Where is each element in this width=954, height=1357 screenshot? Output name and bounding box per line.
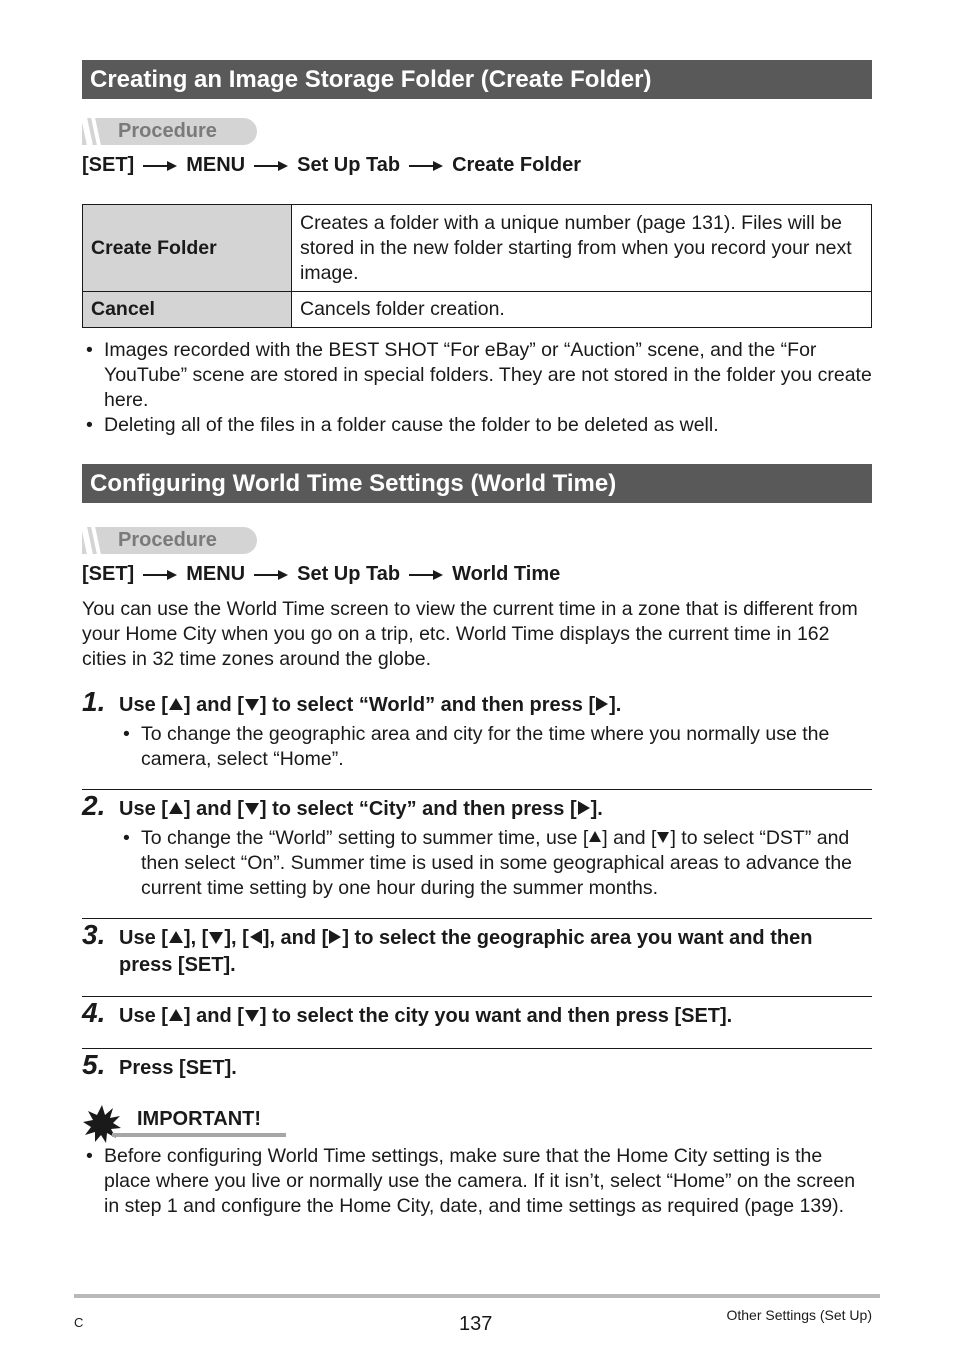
section-title-create-folder: Creating an Image Storage Folder (Create Folder) bbox=[82, 60, 872, 99]
table-row bbox=[83, 292, 872, 328]
right-arrow-icon bbox=[596, 697, 608, 711]
procedure-badge bbox=[82, 527, 257, 554]
path-step: [SET] bbox=[82, 563, 135, 585]
up-arrow-icon bbox=[169, 931, 183, 943]
step-text: Use [ ], [ ], [ ], and [ ] to select the geographic area you want and then press [SET]. bbox=[119, 927, 813, 976]
list-item: • To change the “World” setting to summer time, use [ ] and [ ] to select “DST” and then select “On”. Summer time is used in some geographical areas to advance the current time setting by one hour during the summer months. bbox=[119, 826, 869, 901]
page-number: 137 bbox=[459, 1313, 493, 1335]
right-arrow-icon bbox=[329, 930, 341, 944]
down-arrow-icon bbox=[209, 932, 223, 944]
step-number: 5. bbox=[82, 1049, 106, 1080]
divider bbox=[82, 1048, 872, 1049]
footer-section-name: Other Settings (Set Up) bbox=[726, 1307, 872, 1323]
up-arrow-icon bbox=[169, 802, 183, 814]
option-description: Creates a folder with a unique number (page 131). Files will be stored in the new folder starting from when you record your next image. bbox=[292, 205, 872, 292]
important-notes bbox=[82, 1144, 872, 1219]
menu-path bbox=[82, 563, 560, 586]
important-label: IMPORTANT! bbox=[137, 1108, 262, 1130]
step-2-notes bbox=[119, 826, 869, 901]
step-number: 4. bbox=[82, 997, 106, 1028]
footer-rule bbox=[74, 1294, 880, 1298]
procedure-label: Procedure bbox=[118, 529, 217, 551]
step-number: 2. bbox=[82, 790, 106, 821]
list-item: • Images recorded with the BEST SHOT “For eBay” or “Auction” scene, and the “For YouTube” scene are stored in special folders. They are not stored in the folder you create here. bbox=[82, 338, 872, 413]
path-step: Create Folder bbox=[452, 154, 582, 176]
important-callout bbox=[82, 1104, 287, 1140]
table-row bbox=[83, 205, 872, 292]
list-item: • To change the geographic area and city for the time where you normally use the camera, select “Home”. bbox=[119, 722, 869, 772]
step-number: 3. bbox=[82, 919, 106, 950]
section-title-world-time: Configuring World Time Settings (World Time) bbox=[82, 464, 872, 503]
menu-path bbox=[82, 154, 581, 177]
divider bbox=[82, 789, 872, 790]
option-key: Cancel bbox=[83, 292, 292, 328]
step-text: Use [ ] and [ ] to select “City” and then press [ ]. bbox=[119, 798, 603, 820]
up-arrow-icon bbox=[589, 831, 601, 842]
notes-list bbox=[82, 338, 872, 438]
step-number: 1. bbox=[82, 686, 106, 717]
step-text: Press [SET]. bbox=[119, 1057, 237, 1079]
step-text: Use [ ] and [ ] to select the city you want and then press [SET]. bbox=[119, 1005, 733, 1027]
down-arrow-icon bbox=[245, 699, 259, 711]
list-item: • Before configuring World Time settings, make sure that the Home City setting is the place where you live or normally use the camera. If it isn’t, select “Home” on the screen in step 1 and configure the Home City, date, and time settings as required (page 139). bbox=[82, 1144, 872, 1219]
divider bbox=[82, 996, 872, 997]
arrow-right-icon bbox=[143, 160, 177, 172]
right-arrow-icon bbox=[578, 801, 590, 815]
left-arrow-icon bbox=[250, 930, 262, 944]
path-step: Set Up Tab bbox=[297, 154, 401, 176]
step-1-notes bbox=[119, 722, 869, 772]
path-step: MENU bbox=[186, 154, 246, 176]
step-text: Use [ ] and [ ] to select “World” and then press [ ]. bbox=[119, 694, 622, 716]
path-step: Set Up Tab bbox=[297, 563, 401, 585]
up-arrow-icon bbox=[169, 1009, 183, 1021]
options-table bbox=[82, 204, 872, 328]
up-arrow-icon bbox=[169, 698, 183, 710]
option-key: Create Folder bbox=[83, 205, 292, 292]
arrow-right-icon bbox=[254, 569, 288, 581]
path-step: World Time bbox=[452, 563, 561, 585]
path-step: [SET] bbox=[82, 154, 135, 176]
down-arrow-icon bbox=[245, 1010, 259, 1022]
arrow-right-icon bbox=[254, 160, 288, 172]
procedure-label: Procedure bbox=[118, 120, 217, 142]
footer-language-code: C bbox=[74, 1315, 84, 1330]
list-item: • Deleting all of the files in a folder cause the folder to be deleted as well. bbox=[82, 413, 872, 438]
divider bbox=[82, 918, 872, 919]
down-arrow-icon bbox=[245, 803, 259, 815]
arrow-right-icon bbox=[409, 569, 443, 581]
down-arrow-icon bbox=[657, 832, 669, 843]
arrow-right-icon bbox=[143, 569, 177, 581]
procedure-badge bbox=[82, 118, 257, 145]
arrow-right-icon bbox=[409, 160, 443, 172]
intro-paragraph: You can use the World Time screen to view the current time in a zone that is different from your Home City when you go on a trip, etc. World Time displays the current time in 162 cities in 32 time zones around the globe. bbox=[82, 598, 858, 670]
starburst-icon bbox=[82, 1104, 122, 1144]
path-step: MENU bbox=[186, 563, 246, 585]
option-description: Cancels folder creation. bbox=[292, 292, 872, 328]
